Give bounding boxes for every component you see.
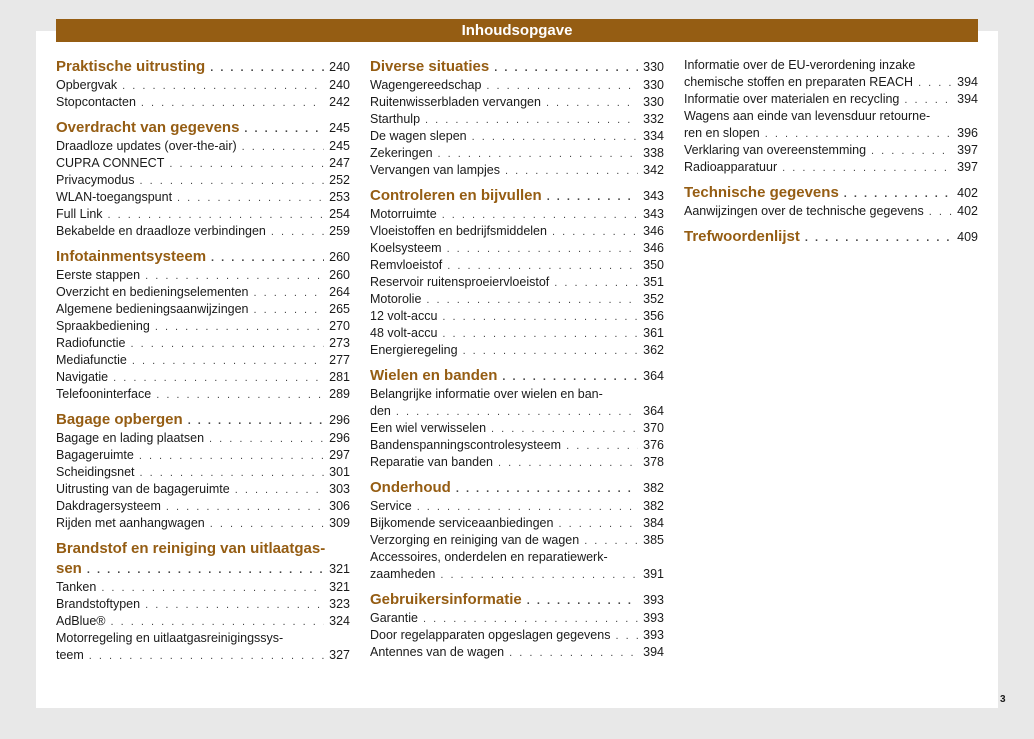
dot-leader [166, 499, 324, 515]
dot-leader [113, 370, 324, 386]
dot-leader [271, 224, 324, 240]
page-ref: 330 [643, 95, 664, 109]
dot-leader [871, 143, 952, 159]
toc-entry[interactable] [56, 301, 350, 318]
page-ref: 277 [329, 353, 350, 367]
page-ref: 382 [643, 481, 664, 495]
entry-title: Motorolie [370, 292, 422, 306]
toc-entry[interactable] [370, 342, 664, 359]
dot-leader [456, 479, 638, 498]
dot-leader [177, 190, 324, 206]
entry-title: Zekeringen [370, 146, 433, 160]
toc-entry[interactable] [370, 145, 664, 162]
toc-entry[interactable] [56, 223, 350, 240]
toc-entry[interactable] [684, 125, 978, 142]
dot-leader [904, 92, 952, 108]
dot-leader [396, 404, 638, 420]
page-ref: 253 [329, 190, 350, 204]
dot-leader [584, 533, 638, 549]
entry-title: Remvloeistof [370, 258, 443, 272]
dot-leader [188, 411, 324, 430]
page-ref: 364 [643, 369, 664, 383]
toc-entry[interactable] [370, 403, 664, 420]
dot-leader [440, 567, 638, 583]
entry-title: Radiofunctie [56, 336, 126, 350]
entry-title: Verklaring van overeenstemming [684, 143, 867, 157]
page-ref: 265 [329, 302, 350, 316]
toc-entry-line: Informatie over de EU-verordening inzake [684, 58, 916, 72]
toc-entry[interactable] [370, 223, 664, 240]
page-ref: 321 [329, 562, 350, 576]
dot-leader [111, 614, 325, 630]
page-ref: 245 [329, 121, 350, 135]
entry-title: Bekabelde en draadloze verbindingen [56, 224, 266, 238]
toc-entry[interactable] [684, 91, 978, 108]
entry-title: De wagen slepen [370, 129, 467, 143]
entry-title: den [370, 404, 391, 418]
entry-title: Ruitenwisserbladen vervangen [370, 95, 541, 109]
page-ref: 247 [329, 156, 350, 170]
entry-title: Een wiel verwisselen [370, 421, 487, 435]
entry-title: Service [370, 499, 412, 513]
page-ref: 394 [643, 645, 664, 659]
entry-title: Bijkomende serviceaanbiedingen [370, 516, 554, 530]
entry-title: chemische stoffen en preparaten REACH [684, 75, 914, 89]
dot-leader [426, 292, 638, 308]
section-heading[interactable] [370, 366, 664, 386]
toc-entry[interactable] [56, 579, 350, 596]
page-ref: 397 [957, 160, 978, 174]
toc-entry[interactable] [56, 596, 350, 613]
section-heading[interactable] [56, 410, 350, 430]
entry-title: Koelsysteem [370, 241, 442, 255]
page-ref: 396 [957, 126, 978, 140]
page-ref: 382 [643, 499, 664, 513]
section-heading[interactable] [56, 559, 350, 579]
toc-entry[interactable] [56, 430, 350, 447]
section-title: Gebruikersinformatie [370, 591, 522, 608]
dot-leader [89, 648, 324, 664]
toc-entry[interactable] [370, 308, 664, 325]
page-ref: 301 [329, 465, 350, 479]
entry-title: Antennes van de wagen [370, 645, 505, 659]
toc-entry[interactable] [370, 644, 664, 661]
toc-entry[interactable] [56, 386, 350, 403]
toc-entry[interactable] [370, 627, 664, 644]
dot-leader [442, 326, 638, 342]
page-ref: 343 [643, 189, 664, 203]
dot-leader [552, 224, 638, 240]
page-ref: 393 [643, 593, 664, 607]
section-title: Wielen en banden [370, 367, 498, 384]
dot-leader [558, 516, 638, 532]
page-ref: 334 [643, 129, 664, 143]
dot-leader [463, 343, 639, 359]
section-title: Praktische uitrusting [56, 58, 206, 75]
dot-leader [554, 275, 638, 291]
page-ref: 346 [643, 241, 664, 255]
dot-leader [527, 591, 638, 610]
toc-entry[interactable] [684, 142, 978, 159]
toc-entry[interactable] [370, 257, 664, 274]
section-heading[interactable] [370, 186, 664, 206]
page-title: Inhoudsopgave [56, 19, 978, 42]
dot-leader [210, 516, 324, 532]
entry-title: 48 volt-accu [370, 326, 438, 340]
dot-leader [145, 597, 324, 613]
page-ref: 356 [643, 309, 664, 323]
dot-leader [132, 353, 324, 369]
toc-entry[interactable] [370, 610, 664, 627]
toc-entry[interactable] [56, 464, 350, 481]
section-heading[interactable] [684, 227, 978, 247]
page-ref: 264 [329, 285, 350, 299]
entry-title: Bagage en lading plaatsen [56, 431, 205, 445]
dot-leader [131, 336, 325, 352]
section-heading[interactable] [370, 57, 664, 77]
section-heading[interactable] [56, 57, 350, 77]
page-ref: 254 [329, 207, 350, 221]
toc-entry[interactable] [56, 155, 350, 172]
dot-leader [417, 499, 638, 515]
dot-leader [844, 184, 952, 203]
entry-title: Draadloze updates (over-the-air) [56, 139, 237, 153]
toc-column-1 [56, 57, 350, 664]
dot-leader [615, 628, 638, 644]
page-ref: 397 [957, 143, 978, 157]
page-ref: 378 [643, 455, 664, 469]
entry-title: Verzorging en reiniging van de wagen [370, 533, 580, 547]
entry-title: Telefooninterface [56, 387, 152, 401]
toc-entry[interactable] [56, 515, 350, 532]
entry-title: Vloeistoffen en bedrijfsmiddelen [370, 224, 547, 238]
dot-leader [87, 560, 324, 579]
dot-leader [438, 146, 639, 162]
toc-entry[interactable] [370, 291, 664, 308]
entry-title: AdBlue® [56, 614, 106, 628]
page-ref: 289 [329, 387, 350, 401]
page-ref: 385 [643, 533, 664, 547]
page-ref: 303 [329, 482, 350, 496]
dot-leader [486, 78, 638, 94]
dot-leader [156, 387, 324, 403]
entry-title: Aanwijzingen over de technische gegevens [684, 204, 924, 218]
page-ref: 240 [329, 78, 350, 92]
dot-leader [447, 258, 638, 274]
page-ref: 346 [643, 224, 664, 238]
dot-leader [101, 580, 324, 596]
toc-entry[interactable] [370, 206, 664, 223]
page-ref: 245 [329, 139, 350, 153]
toc-entry-line: Motorregeling en uitlaatgasreinigingssys- [56, 631, 284, 645]
page-ref: 343 [643, 207, 664, 221]
section-heading[interactable] [56, 247, 350, 267]
toc-entry[interactable] [370, 111, 664, 128]
entry-title: Opbergvak [56, 78, 118, 92]
entry-title: Rijden met aanhangwagen [56, 516, 205, 530]
dot-leader [254, 302, 325, 318]
dot-leader [494, 58, 638, 77]
page-ref: 240 [329, 60, 350, 74]
page-ref: 364 [643, 404, 664, 418]
toc-entry[interactable] [370, 162, 664, 179]
page-ref: 330 [643, 78, 664, 92]
entry-title: Energieregeling [370, 343, 458, 357]
dot-leader [108, 207, 325, 223]
toc-entry[interactable] [56, 172, 350, 189]
page-ref: 384 [643, 516, 664, 530]
toc-entry-line: Accessoires, onderdelen en reparatiewerk- [370, 550, 608, 564]
toc-entry[interactable] [370, 566, 664, 583]
entry-title: Brandstoftypen [56, 597, 141, 611]
section-heading[interactable] [684, 183, 978, 203]
toc-entry-line: Wagens aan einde van levensduur retourne- [684, 109, 931, 123]
page-ref: 323 [329, 597, 350, 611]
page-number: 3 [1000, 694, 1006, 705]
entry-title: Radioapparatuur [684, 160, 778, 174]
toc-entry[interactable] [684, 159, 978, 176]
toc-entry[interactable] [370, 325, 664, 342]
toc-entry[interactable] [56, 138, 350, 155]
toc-entry[interactable] [56, 352, 350, 369]
toc-entry[interactable] [370, 77, 664, 94]
toc-entry[interactable] [56, 94, 350, 111]
dot-leader [805, 228, 952, 247]
page-ref: 259 [329, 224, 350, 238]
toc-entry[interactable] [56, 206, 350, 223]
page-ref: 281 [329, 370, 350, 384]
page-ref: 260 [329, 250, 350, 264]
entry-title: ren en slopen [684, 126, 760, 140]
entry-title: teem [56, 648, 84, 662]
page-ref: 376 [643, 438, 664, 452]
entry-title: Privacymodus [56, 173, 135, 187]
entry-title: Bagageruimte [56, 448, 134, 462]
section-title: Bagage opbergen [56, 411, 183, 428]
entry-title: Uitrusting van de bagageruimte [56, 482, 230, 496]
entry-title: Informatie over materialen en recycling [684, 92, 900, 106]
dot-leader [547, 187, 638, 206]
page-ref: 370 [643, 421, 664, 435]
toc-entry[interactable] [56, 335, 350, 352]
entry-title: Mediafunctie [56, 353, 127, 367]
entry-title: Garantie [370, 611, 418, 625]
entry-title: Tanken [56, 580, 97, 594]
section-title: Trefwoordenlijst [684, 228, 800, 245]
toc-entry[interactable] [56, 481, 350, 498]
page-ref: 306 [329, 499, 350, 513]
section-title: Diverse situaties [370, 58, 490, 75]
page-ref: 296 [329, 413, 350, 427]
dot-leader [211, 248, 324, 267]
toc-entry[interactable] [56, 284, 350, 301]
page-ref: 342 [643, 163, 664, 177]
dot-leader [509, 645, 638, 661]
dot-leader [140, 465, 325, 481]
toc-entry[interactable] [56, 369, 350, 386]
dot-leader [235, 482, 324, 498]
page-ref: 296 [329, 431, 350, 445]
page-ref: 338 [643, 146, 664, 160]
page-ref: 409 [957, 230, 978, 244]
entry-title: Overzicht en bedieningselementen [56, 285, 249, 299]
entry-title: WLAN-toegangspunt [56, 190, 173, 204]
toc-entry[interactable] [370, 498, 664, 515]
section-heading[interactable] [370, 478, 664, 498]
section-heading[interactable] [370, 590, 664, 610]
page-ref: 362 [643, 343, 664, 357]
toc-entry[interactable] [56, 447, 350, 464]
entry-title: Vervangen van lampjes [370, 163, 500, 177]
toc-entry[interactable] [56, 647, 350, 664]
page-ref: 273 [329, 336, 350, 350]
section-heading-line: Brandstof en reiniging van uitlaatgas- [56, 540, 326, 557]
page-ref: 351 [643, 275, 664, 289]
entry-title: Motorruimte [370, 207, 437, 221]
dot-leader [442, 207, 638, 223]
page-ref: 242 [329, 95, 350, 109]
entry-title: CUPRA CONNECT [56, 156, 165, 170]
page-ref: 327 [329, 648, 350, 662]
toc-entry[interactable] [56, 77, 350, 94]
dot-leader [546, 95, 638, 111]
dot-leader [442, 309, 638, 325]
entry-title: Reservoir ruitensproeiervloeistof [370, 275, 550, 289]
entry-title: Dakdragersysteem [56, 499, 161, 513]
toc-column-2 [370, 57, 664, 661]
dot-leader [423, 611, 638, 627]
section-heading[interactable] [56, 118, 350, 138]
toc-entry[interactable] [370, 274, 664, 291]
page-ref: 324 [329, 614, 350, 628]
page-ref: 330 [643, 60, 664, 74]
page-ref: 309 [329, 516, 350, 530]
toc-entry[interactable] [684, 203, 978, 220]
dot-leader [209, 431, 324, 447]
dot-leader [145, 268, 324, 284]
entry-title: Reparatie van banden [370, 455, 494, 469]
dot-leader [253, 285, 324, 301]
page-ref: 332 [643, 112, 664, 126]
dot-leader [566, 438, 638, 454]
section-title: Infotainmentsysteem [56, 248, 207, 265]
toc-entry[interactable] [370, 94, 664, 111]
toc-entry[interactable] [684, 74, 978, 91]
page-ref: 394 [957, 75, 978, 89]
dot-leader [918, 75, 952, 91]
page-ref: 393 [643, 611, 664, 625]
section-title: Onderhoud [370, 479, 451, 496]
page-ref: 352 [643, 292, 664, 306]
toc-entry[interactable] [370, 240, 664, 257]
dot-leader [491, 421, 638, 437]
dot-leader [122, 78, 324, 94]
page-ref: 297 [329, 448, 350, 462]
section-title: sen [56, 560, 82, 577]
section-title: Overdracht van gegevens [56, 119, 240, 136]
page-ref: 402 [957, 186, 978, 200]
dot-leader [502, 367, 638, 386]
toc-entry[interactable] [370, 515, 664, 532]
toc-entry[interactable] [56, 267, 350, 284]
section-title: Controleren en bijvullen [370, 187, 542, 204]
entry-title: Stopcontacten [56, 95, 136, 109]
entry-title: Starthulp [370, 112, 421, 126]
toc-entry[interactable] [370, 532, 664, 549]
dot-leader [140, 173, 325, 189]
dot-leader [242, 139, 325, 155]
page-ref: 394 [957, 92, 978, 106]
dot-leader [139, 448, 324, 464]
dot-leader [244, 119, 324, 138]
toc-entry[interactable] [370, 420, 664, 437]
toc-entry-line: Belangrijke informatie over wielen en ban- [370, 387, 603, 401]
toc-entry[interactable] [56, 318, 350, 335]
page-ref: 361 [643, 326, 664, 340]
dot-leader [782, 160, 952, 176]
page-ref: 252 [329, 173, 350, 187]
page-ref: 260 [329, 268, 350, 282]
entry-title: Bandenspanningscontrolesysteem [370, 438, 562, 452]
dot-leader [498, 455, 638, 471]
dot-leader [472, 129, 639, 145]
entry-title: Eerste stappen [56, 268, 141, 282]
entry-title: Algemene bedieningsaanwijzingen [56, 302, 249, 316]
section-title: Technische gegevens [684, 184, 839, 201]
dot-leader [929, 204, 952, 220]
page-ref: 270 [329, 319, 350, 333]
dot-leader [210, 58, 324, 77]
entry-title: Scheidingsnet [56, 465, 135, 479]
entry-title: Wagengereedschap [370, 78, 482, 92]
toc-entry[interactable] [370, 128, 664, 145]
page-ref: 391 [643, 567, 664, 581]
entry-title: Door regelapparaten opgeslagen gegevens [370, 628, 611, 642]
page-ref: 393 [643, 628, 664, 642]
entry-title: Navigatie [56, 370, 109, 384]
entry-title: Full Link [56, 207, 103, 221]
dot-leader [505, 163, 638, 179]
entry-title: Spraakbediening [56, 319, 150, 333]
toc-column-3 [684, 57, 978, 247]
dot-leader [765, 126, 952, 142]
dot-leader [425, 112, 638, 128]
toc-entry[interactable] [56, 498, 350, 515]
toc-entry[interactable] [56, 613, 350, 630]
page-ref: 321 [329, 580, 350, 594]
entry-title: 12 volt-accu [370, 309, 438, 323]
dot-leader [155, 319, 324, 335]
toc-entry[interactable] [56, 189, 350, 206]
toc-entry[interactable] [370, 437, 664, 454]
dot-leader [169, 156, 324, 172]
page-ref: 350 [643, 258, 664, 272]
toc-entry[interactable] [370, 454, 664, 471]
entry-title: zaamheden [370, 567, 436, 581]
page-ref: 402 [957, 204, 978, 218]
dot-leader [447, 241, 639, 257]
dot-leader [141, 95, 324, 111]
